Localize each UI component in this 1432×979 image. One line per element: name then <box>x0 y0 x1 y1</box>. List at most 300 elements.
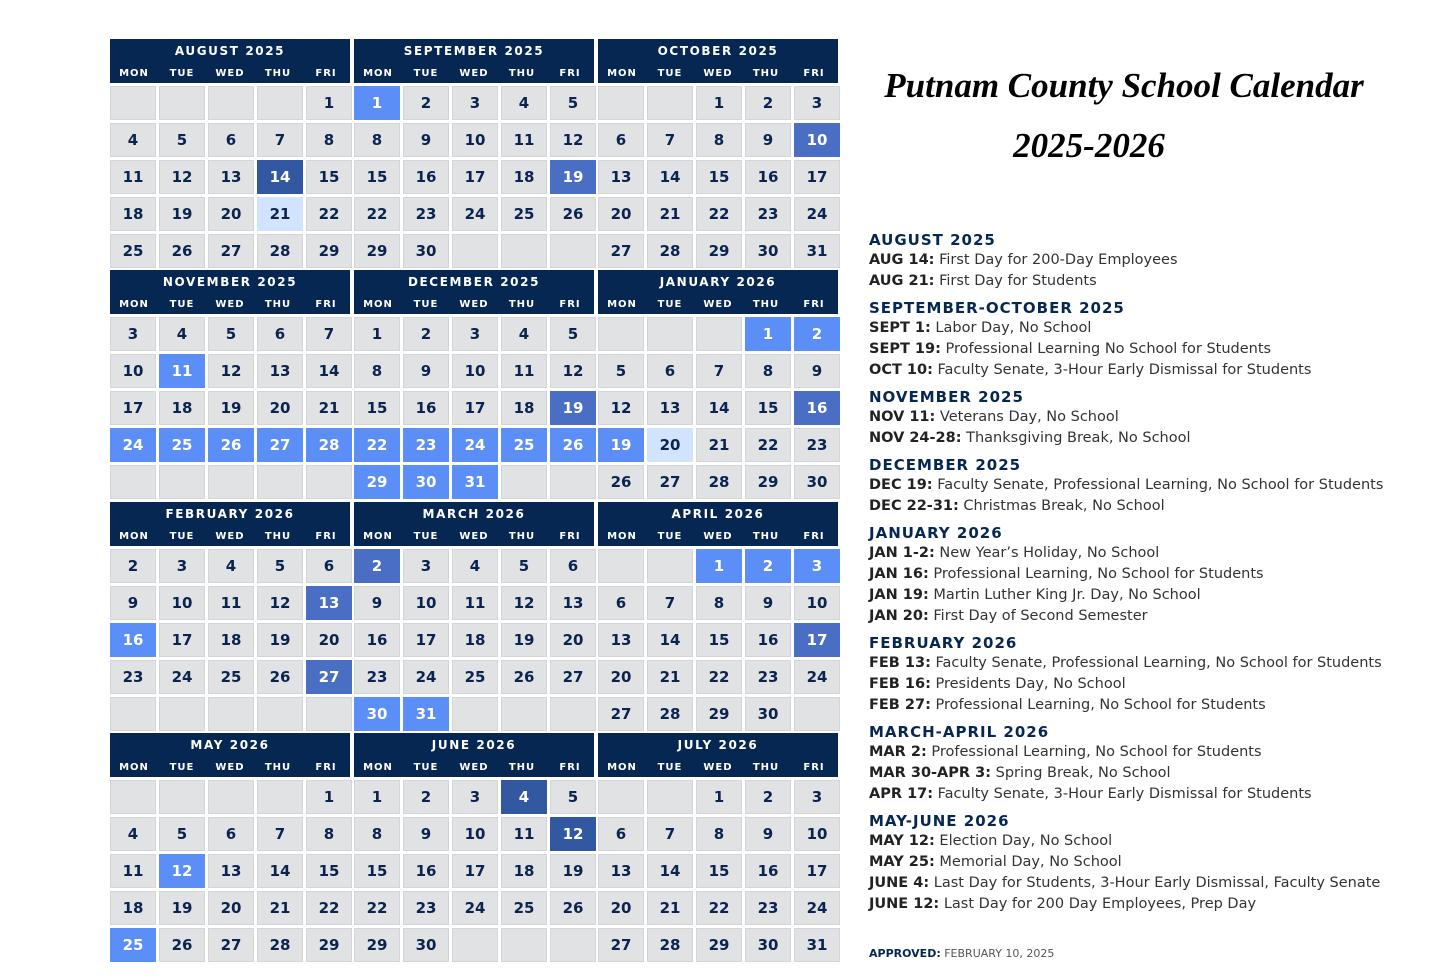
event-date: AUG 14: <box>869 252 935 268</box>
event-date: JUNE 12: <box>869 896 940 912</box>
event-description: Memorial Day, No School <box>934 854 1122 870</box>
day-cell: 30 <box>403 234 449 268</box>
day-cell: 19 <box>257 623 303 657</box>
weekday-label: THU <box>752 68 780 79</box>
day-cell: 1 <box>306 780 352 814</box>
day-cell: 9 <box>403 123 449 157</box>
day-cell: 28 <box>257 234 303 268</box>
day-cell: 12 <box>550 354 596 388</box>
event-item <box>869 742 1425 763</box>
day-cell: 26 <box>501 660 547 694</box>
weekday-label: MON <box>119 762 149 773</box>
day-cell: 29 <box>696 697 742 731</box>
event-section <box>869 456 1425 517</box>
event-section-heading: FEBRUARY 2026 <box>869 634 1018 652</box>
weekday-label: MON <box>363 762 393 773</box>
day-cell: 1 <box>696 549 742 583</box>
day-cell: 25 <box>110 234 156 268</box>
event-item <box>869 428 1425 449</box>
day-cell: 20 <box>598 197 644 231</box>
month-header <box>354 502 594 546</box>
day-cell: 17 <box>452 160 498 194</box>
day-cell: 8 <box>306 123 352 157</box>
weekday-label: TUE <box>657 531 683 542</box>
day-cell: 18 <box>501 160 547 194</box>
weekday-label: WED <box>703 762 733 773</box>
empty-day-cell <box>647 549 693 583</box>
weekday-label: THU <box>752 531 780 542</box>
day-cell: 12 <box>598 391 644 425</box>
day-grid <box>354 83 594 268</box>
month-title: NOVEMBER 2025 <box>162 275 298 289</box>
day-cell: 8 <box>696 123 742 157</box>
day-cell: 22 <box>696 891 742 925</box>
empty-day-cell <box>208 780 254 814</box>
empty-day-cell <box>598 317 644 351</box>
empty-day-cell <box>501 465 547 499</box>
event-date: JAN 20: <box>869 608 929 624</box>
day-cell: 6 <box>647 354 693 388</box>
day-cell: 24 <box>794 891 840 925</box>
day-cell: 9 <box>745 586 791 620</box>
day-cell: 18 <box>110 197 156 231</box>
day-cell: 24 <box>110 428 156 462</box>
event-description: Professional Learning, No School for Students <box>926 744 1262 760</box>
month-title: AUGUST 2025 <box>174 44 286 58</box>
day-cell: 27 <box>598 928 644 962</box>
day-grid <box>110 777 350 962</box>
day-cell: 3 <box>452 317 498 351</box>
day-cell: 1 <box>354 317 400 351</box>
event-section-heading: MAY-JUNE 2026 <box>869 812 1010 830</box>
weekday-label: WED <box>215 68 245 79</box>
empty-day-cell <box>110 697 156 731</box>
day-cell: 7 <box>306 317 352 351</box>
event-item <box>869 763 1425 784</box>
day-cell: 26 <box>159 234 205 268</box>
day-cell: 11 <box>452 586 498 620</box>
day-cell: 10 <box>794 586 840 620</box>
day-cell: 18 <box>501 854 547 888</box>
event-item <box>869 360 1425 381</box>
day-cell: 10 <box>159 586 205 620</box>
weekday-label: MON <box>119 531 149 542</box>
day-cell: 18 <box>110 891 156 925</box>
day-cell: 4 <box>110 817 156 851</box>
event-date: FEB 27: <box>869 697 931 713</box>
day-cell: 17 <box>159 623 205 657</box>
day-cell: 11 <box>501 817 547 851</box>
day-cell: 25 <box>501 197 547 231</box>
weekday-label: WED <box>459 299 489 310</box>
day-cell: 5 <box>550 317 596 351</box>
weekday-label: TUE <box>169 531 195 542</box>
empty-day-cell <box>208 697 254 731</box>
day-cell: 3 <box>452 86 498 120</box>
day-cell: 20 <box>208 891 254 925</box>
day-cell: 11 <box>208 586 254 620</box>
day-cell: 19 <box>501 623 547 657</box>
day-cell: 3 <box>110 317 156 351</box>
day-cell: 8 <box>354 817 400 851</box>
day-cell: 13 <box>208 160 254 194</box>
day-cell: 11 <box>110 160 156 194</box>
day-cell: 1 <box>696 86 742 120</box>
event-description: Martin Luther King Jr. Day, No School <box>928 587 1201 603</box>
day-cell: 22 <box>745 428 791 462</box>
day-cell: 21 <box>306 391 352 425</box>
day-cell: 23 <box>110 660 156 694</box>
day-cell: 11 <box>501 123 547 157</box>
day-cell: 24 <box>794 660 840 694</box>
day-cell: 23 <box>745 197 791 231</box>
day-cell: 29 <box>306 234 352 268</box>
day-grid <box>598 777 838 962</box>
day-cell: 12 <box>159 854 205 888</box>
events-list <box>869 231 1425 922</box>
day-cell: 21 <box>647 197 693 231</box>
day-cell: 4 <box>501 317 547 351</box>
day-cell: 28 <box>257 928 303 962</box>
month-april-2026 <box>598 502 838 731</box>
event-section-heading: AUGUST 2025 <box>869 231 996 249</box>
day-cell: 13 <box>598 623 644 657</box>
day-cell: 16 <box>403 391 449 425</box>
weekday-label: FRI <box>803 299 825 310</box>
day-cell: 17 <box>794 160 840 194</box>
weekday-label: TUE <box>169 762 195 773</box>
day-cell: 6 <box>208 123 254 157</box>
empty-day-cell <box>257 780 303 814</box>
day-cell: 18 <box>452 623 498 657</box>
weekday-label: FRI <box>315 299 337 310</box>
day-cell: 5 <box>501 549 547 583</box>
weekday-row <box>354 68 594 79</box>
empty-day-cell <box>159 86 205 120</box>
day-cell: 13 <box>306 586 352 620</box>
day-cell: 2 <box>745 549 791 583</box>
day-grid <box>354 314 594 499</box>
event-section <box>869 723 1425 805</box>
day-grid <box>354 546 594 731</box>
weekday-label: FRI <box>559 299 581 310</box>
weekday-label: TUE <box>413 68 439 79</box>
day-cell: 3 <box>794 549 840 583</box>
empty-day-cell <box>501 234 547 268</box>
day-cell: 18 <box>501 391 547 425</box>
empty-day-cell <box>696 317 742 351</box>
event-description: Professional Learning, No School for Students <box>930 697 1266 713</box>
day-cell: 19 <box>550 854 596 888</box>
day-cell: 24 <box>794 197 840 231</box>
day-cell: 5 <box>550 780 596 814</box>
day-cell: 2 <box>794 317 840 351</box>
month-august-2025 <box>110 39 350 268</box>
empty-day-cell <box>159 780 205 814</box>
day-cell: 1 <box>745 317 791 351</box>
day-cell: 10 <box>452 123 498 157</box>
day-cell: 2 <box>110 549 156 583</box>
day-cell: 20 <box>647 428 693 462</box>
empty-day-cell <box>208 86 254 120</box>
day-cell: 26 <box>550 891 596 925</box>
day-cell: 1 <box>696 780 742 814</box>
event-date: NOV 24-28: <box>869 430 962 446</box>
day-cell: 27 <box>306 660 352 694</box>
day-cell: 15 <box>354 391 400 425</box>
weekday-label: WED <box>459 531 489 542</box>
empty-day-cell <box>794 697 840 731</box>
day-cell: 7 <box>647 123 693 157</box>
day-cell: 18 <box>208 623 254 657</box>
day-cell: 25 <box>501 891 547 925</box>
event-date: SEPT 19: <box>869 341 941 357</box>
day-grid <box>598 314 838 499</box>
day-cell: 31 <box>403 697 449 731</box>
day-cell: 23 <box>745 660 791 694</box>
day-cell: 22 <box>354 197 400 231</box>
event-section-heading: SEPTEMBER-OCTOBER 2025 <box>869 299 1125 317</box>
event-description: Election Day, No School <box>934 833 1113 849</box>
day-grid <box>598 546 838 731</box>
month-title: MARCH 2026 <box>422 507 526 521</box>
month-february-2026 <box>110 502 350 731</box>
day-cell: 1 <box>306 86 352 120</box>
weekday-row <box>354 299 594 310</box>
day-cell: 17 <box>452 391 498 425</box>
day-cell: 30 <box>745 697 791 731</box>
event-description: Christmas Break, No School <box>958 498 1165 514</box>
event-date: NOV 11: <box>869 409 936 425</box>
month-header <box>110 733 350 777</box>
day-cell: 31 <box>794 234 840 268</box>
weekday-label: THU <box>264 762 292 773</box>
event-section <box>869 231 1425 292</box>
day-cell: 21 <box>257 891 303 925</box>
day-cell: 29 <box>354 465 400 499</box>
day-cell: 22 <box>354 891 400 925</box>
event-section <box>869 634 1425 716</box>
month-september-2025 <box>354 39 594 268</box>
weekday-row <box>598 68 838 79</box>
empty-day-cell <box>306 697 352 731</box>
empty-day-cell <box>598 780 644 814</box>
day-cell: 6 <box>598 123 644 157</box>
day-cell: 5 <box>257 549 303 583</box>
event-item <box>869 271 1425 292</box>
day-cell: 23 <box>403 891 449 925</box>
day-cell: 29 <box>354 928 400 962</box>
day-cell: 27 <box>598 697 644 731</box>
day-cell: 7 <box>696 354 742 388</box>
day-cell: 3 <box>403 549 449 583</box>
day-cell: 13 <box>647 391 693 425</box>
day-cell: 7 <box>257 123 303 157</box>
month-march-2026 <box>354 502 594 731</box>
day-cell: 6 <box>598 817 644 851</box>
day-cell: 22 <box>306 197 352 231</box>
weekday-label: THU <box>508 299 536 310</box>
empty-day-cell <box>598 86 644 120</box>
day-cell: 2 <box>403 86 449 120</box>
day-cell: 28 <box>696 465 742 499</box>
weekday-label: THU <box>264 531 292 542</box>
event-date: FEB 16: <box>869 676 931 692</box>
day-cell: 6 <box>306 549 352 583</box>
day-cell: 15 <box>306 160 352 194</box>
day-cell: 31 <box>452 465 498 499</box>
event-description: First Day for Students <box>934 273 1097 289</box>
day-cell: 26 <box>208 428 254 462</box>
day-cell: 12 <box>501 586 547 620</box>
day-cell: 14 <box>696 391 742 425</box>
weekday-label: MON <box>607 299 637 310</box>
weekday-label: TUE <box>657 299 683 310</box>
weekday-label: MON <box>607 762 637 773</box>
day-grid <box>110 314 350 499</box>
day-cell: 16 <box>794 391 840 425</box>
day-cell: 30 <box>403 928 449 962</box>
month-title: JANUARY 2026 <box>659 275 777 289</box>
weekday-row <box>110 68 350 79</box>
event-item <box>869 496 1425 517</box>
event-description: Professional Learning, No School for Students <box>928 566 1264 582</box>
day-cell: 23 <box>403 197 449 231</box>
event-item <box>869 564 1425 585</box>
day-cell: 14 <box>647 854 693 888</box>
day-cell: 5 <box>598 354 644 388</box>
event-date: JAN 1-2: <box>869 545 935 561</box>
empty-day-cell <box>501 697 547 731</box>
weekday-label: FRI <box>315 762 337 773</box>
day-cell: 11 <box>110 854 156 888</box>
event-item <box>869 475 1425 496</box>
day-cell: 22 <box>306 891 352 925</box>
day-cell: 2 <box>354 549 400 583</box>
day-cell: 11 <box>159 354 205 388</box>
event-description: Last Day for 200 Day Employees, Prep Day <box>939 896 1257 912</box>
day-cell: 27 <box>257 428 303 462</box>
day-cell: 15 <box>696 623 742 657</box>
weekday-label: THU <box>752 299 780 310</box>
day-cell: 10 <box>403 586 449 620</box>
event-item <box>869 852 1425 873</box>
day-cell: 16 <box>354 623 400 657</box>
empty-day-cell <box>647 780 693 814</box>
event-date: MAY 25: <box>869 854 935 870</box>
weekday-row <box>110 299 350 310</box>
day-cell: 9 <box>794 354 840 388</box>
day-cell: 6 <box>208 817 254 851</box>
weekday-label: WED <box>215 762 245 773</box>
weekday-label: MON <box>363 531 393 542</box>
day-cell: 4 <box>208 549 254 583</box>
weekday-label: TUE <box>169 299 195 310</box>
event-description: Veterans Day, No School <box>935 409 1119 425</box>
day-cell: 13 <box>598 854 644 888</box>
day-cell: 10 <box>794 817 840 851</box>
day-cell: 25 <box>452 660 498 694</box>
day-cell: 27 <box>550 660 596 694</box>
day-cell: 30 <box>745 234 791 268</box>
event-item <box>869 873 1425 894</box>
day-cell: 21 <box>647 891 693 925</box>
weekday-label: MON <box>607 531 637 542</box>
weekday-label: FRI <box>803 68 825 79</box>
approved-label: APPROVED: <box>869 947 941 960</box>
event-description: Last Day for Students, 3-Hour Early Dismissal, Faculty Senate <box>929 875 1381 891</box>
day-cell: 24 <box>452 197 498 231</box>
weekday-row <box>598 299 838 310</box>
event-section <box>869 812 1425 915</box>
day-cell: 10 <box>452 354 498 388</box>
event-description: Presidents Day, No School <box>930 676 1126 692</box>
day-cell: 26 <box>550 428 596 462</box>
empty-day-cell <box>257 697 303 731</box>
empty-day-cell <box>550 697 596 731</box>
weekday-label: WED <box>459 762 489 773</box>
month-title: OCTOBER 2025 <box>657 44 779 58</box>
day-cell: 15 <box>696 160 742 194</box>
weekday-label: THU <box>508 68 536 79</box>
day-cell: 4 <box>452 549 498 583</box>
month-december-2025 <box>354 270 594 499</box>
empty-day-cell <box>159 697 205 731</box>
day-cell: 4 <box>159 317 205 351</box>
event-section-heading: NOVEMBER 2025 <box>869 388 1024 406</box>
day-cell: 19 <box>159 891 205 925</box>
event-date: APR 17: <box>869 786 934 802</box>
day-cell: 24 <box>452 891 498 925</box>
month-header <box>354 270 594 314</box>
event-date: JAN 16: <box>869 566 929 582</box>
day-cell: 21 <box>257 197 303 231</box>
event-item <box>869 784 1425 805</box>
event-date: MAY 12: <box>869 833 935 849</box>
event-item <box>869 250 1425 271</box>
day-cell: 4 <box>501 86 547 120</box>
day-cell: 19 <box>550 391 596 425</box>
weekday-row <box>110 531 350 542</box>
day-cell: 29 <box>306 928 352 962</box>
month-january-2026 <box>598 270 838 499</box>
month-header <box>354 733 594 777</box>
day-cell: 29 <box>354 234 400 268</box>
empty-day-cell <box>110 465 156 499</box>
weekday-label: FRI <box>559 68 581 79</box>
day-cell: 17 <box>794 854 840 888</box>
day-cell: 8 <box>696 817 742 851</box>
day-cell: 22 <box>696 660 742 694</box>
month-title: JUNE 2026 <box>431 738 517 752</box>
empty-day-cell <box>452 697 498 731</box>
day-cell: 27 <box>647 465 693 499</box>
weekday-label: FRI <box>315 531 337 542</box>
day-cell: 20 <box>208 197 254 231</box>
day-cell: 26 <box>257 660 303 694</box>
day-cell: 25 <box>208 660 254 694</box>
event-section-heading: JANUARY 2026 <box>869 524 1003 542</box>
day-cell: 3 <box>452 780 498 814</box>
day-cell: 29 <box>696 234 742 268</box>
event-item <box>869 894 1425 915</box>
day-cell: 17 <box>110 391 156 425</box>
event-date: DEC 19: <box>869 477 933 493</box>
day-cell: 30 <box>745 928 791 962</box>
day-cell: 24 <box>159 660 205 694</box>
event-description: Thanksgiving Break, No School <box>961 430 1191 446</box>
day-cell: 16 <box>403 854 449 888</box>
